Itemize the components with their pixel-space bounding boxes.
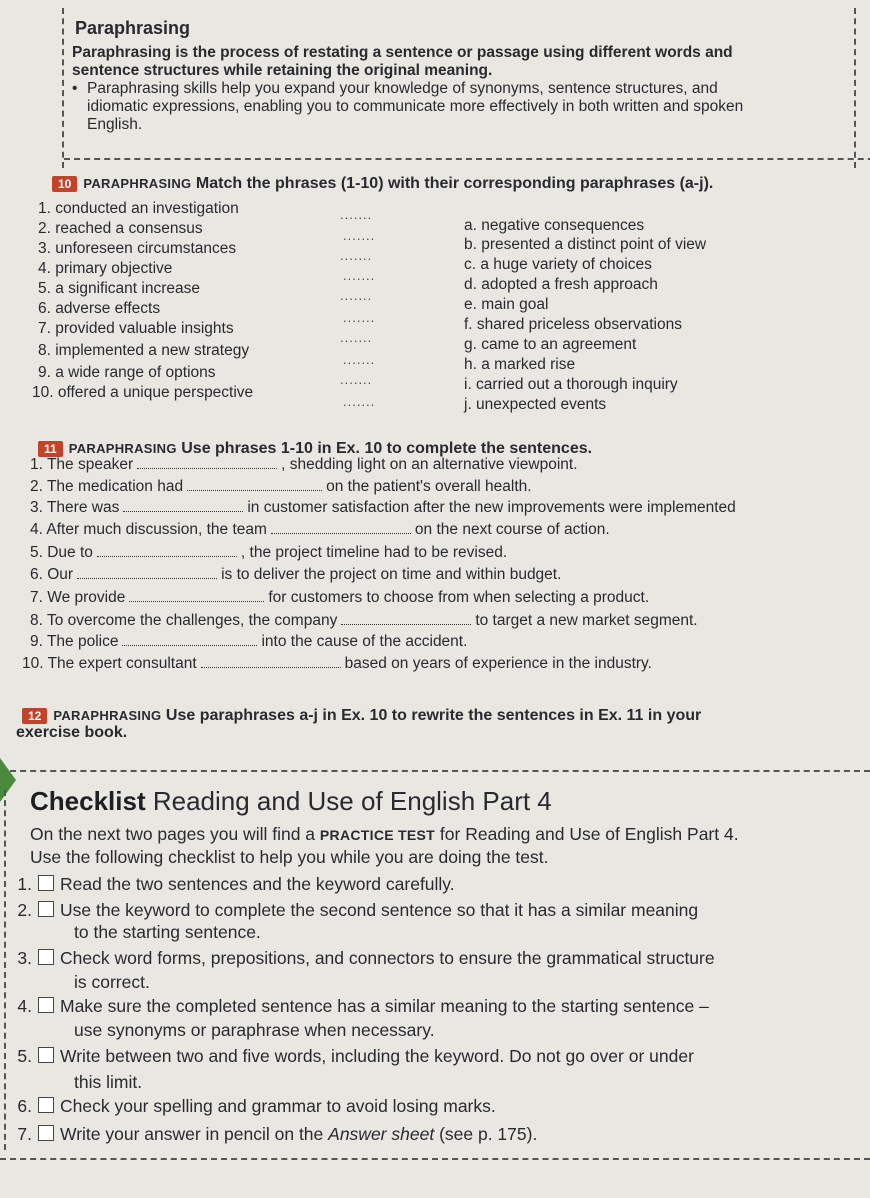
checklist-title [30,786,552,817]
sentence-row [30,499,736,517]
exercise-label: PARAPHRASING [68,441,177,456]
sentence-row [22,655,652,673]
bullet-dot: • [72,80,78,97]
exercise-12-instruction-line-2: exercise book. [16,724,128,741]
checkbox[interactable] [38,1097,54,1113]
checkbox[interactable] [38,1125,54,1141]
item-number: 1. [17,874,32,894]
section-marker [0,758,16,802]
answer-blank[interactable] [201,666,341,668]
answer-blank[interactable]: ....... [340,330,373,345]
checklist-left-border [4,790,6,1150]
practice-test-label: PRACTICE TEST [319,827,436,843]
checklist-item [12,1046,694,1067]
sentence-end: is to deliver the project on time and within budget. [221,566,562,583]
sentence-start: 5. Due to [30,544,93,561]
item-text: Make sure the completed sentence has a similar meaning to the starting sentence – [60,996,709,1016]
answer-blank[interactable]: ....... [343,394,376,409]
sentence-end: for customers to choose from when selecting a product. [268,589,650,606]
answer-blank[interactable] [122,644,257,646]
item-number: 6. [17,1096,32,1116]
sentence-start: 9. The police [30,633,119,650]
answer-blank[interactable] [271,532,411,534]
phrase-item: 6. adverse effects [38,300,161,317]
sentence-end: into the cause of the accident. [261,633,468,650]
checklist-title-bold: Checklist [30,786,146,816]
phrase-item: 8. implemented a new strategy [38,342,250,359]
sentence-row [30,589,649,607]
checklist-item [12,1124,537,1145]
item-text: Check your spelling and grammar to avoid losing marks. [60,1096,496,1116]
checkbox[interactable] [38,997,54,1013]
item-text-continued: to the starting sentence. [74,922,261,942]
sentence-start: 1. The speaker [30,456,134,473]
checklist-title-rest: Reading and Use of English Part 4 [152,786,552,816]
checklist-item [12,1096,496,1117]
sentence-start: 7. We provide [30,589,126,606]
phrase-item: 5. a significant increase [38,280,200,297]
sentence-end: on the next course of action. [414,521,610,538]
bottom-divider [0,1158,870,1160]
phrase-item: 1. conducted an investigation [38,200,239,217]
sentence-end: , the project timeline had to be revised. [240,544,508,561]
paraphrase-item: j. unexpected events [464,396,607,413]
checklist-item [12,948,715,969]
exercise-number-badge: 12 [22,708,47,724]
definition-line-1: Paraphrasing is the process of restating a sentence or passage using different words and [72,44,733,61]
answer-blank[interactable] [77,577,217,579]
exercise-instruction: Use paraphrases a-j in Ex. 10 to rewrite the sentences in Ex. 11 in your [165,707,702,724]
item-text: Write your answer in pencil on the [60,1124,324,1144]
paraphrase-item: b. presented a distinct point of view [464,236,707,253]
sentence-row [30,544,507,562]
sentence-start: 4. After much discussion, the team [30,521,267,538]
exercise-label: PARAPHRASING [83,176,192,191]
item-text: Use the keyword to complete the second sentence so that it has a similar meaning [60,900,699,920]
checklist-intro-line-1 [30,824,739,845]
sentence-start: 10. The expert consultant [22,655,197,672]
exercise-label: PARAPHRASING [53,708,162,723]
sentence-row [30,612,698,630]
item-text-continued: this limit. [74,1072,143,1092]
item-number: 3. [17,948,32,968]
exercise-12-heading [22,707,701,725]
checklist-item [12,900,698,921]
paraphrase-item: a. negative consequences [464,217,645,234]
answer-blank[interactable]: ....... [340,248,373,263]
item-number: 5. [17,1046,32,1066]
item-text: Write between two and five words, including the keyword. Do not go over or under [60,1046,694,1066]
phrase-item: 10. offered a unique perspective [32,384,254,401]
sentence-end: to target a new market segment. [475,612,698,629]
item-text-end: (see p. 175). [439,1124,538,1144]
item-text: Check word forms, prepositions, and connectors to ensure the grammatical structure [60,948,715,968]
paraphrase-item: c. a huge variety of choices [464,256,652,273]
answer-blank[interactable] [341,623,471,625]
checklist-item [12,996,709,1017]
checkbox[interactable] [38,901,54,917]
answer-blank[interactable]: ....... [340,207,373,222]
checklist-intro-line-2: Use the following checklist to help you while you are doing the test. [30,847,549,867]
bullet-line-3: English. [87,116,143,133]
sentence-end: , shedding light on an alternative viewpoint. [281,456,578,473]
answer-blank[interactable] [97,555,237,557]
item-number: 7. [17,1124,32,1144]
answer-blank[interactable] [123,510,243,512]
intro-text: On the next two pages you will find a [30,824,316,844]
answer-blank[interactable]: ....... [343,228,376,243]
phrase-item: 9. a wide range of options [38,364,216,381]
bullet-line-1: Paraphrasing skills help you expand your knowledge of synonyms, sentence structures, and [87,80,718,97]
answer-blank[interactable] [137,467,277,469]
sentence-start: 8. To overcome the challenges, the company [30,612,338,629]
checklist-item [12,874,455,895]
paraphrase-item: f. shared priceless observations [464,316,682,333]
answer-blank[interactable]: ....... [343,310,376,325]
sentence-start: 3. There was [30,499,120,516]
sentence-end: based on years of experience in the industry. [344,655,652,672]
answer-blank[interactable]: ....... [340,288,373,303]
answer-blank[interactable]: ....... [343,268,376,283]
phrase-item: 3. unforeseen circumstances [38,240,237,257]
sentence-start: 6. Our [30,566,74,583]
info-box-title: Paraphrasing [75,18,191,38]
item-text-italic: Answer sheet [328,1124,435,1144]
exercise-instruction: Use phrases 1-10 in Ex. 10 to complete the sentences. [181,440,593,457]
paraphrase-item: d. adopted a fresh approach [464,276,658,293]
answer-blank[interactable] [187,489,322,491]
paraphrase-item: g. came to an agreement [464,336,637,353]
item-text-continued: is correct. [74,972,150,992]
sentence-row [30,633,467,651]
exercise-number-badge: 10 [52,176,77,192]
item-number: 4. [17,996,32,1016]
item-number: 2. [17,900,32,920]
phrase-item: 4. primary objective [38,260,173,277]
exercise-number-badge: 11 [38,441,63,457]
exercise-10-heading [52,175,713,193]
paraphrase-item: e. main goal [464,296,549,313]
sentence-row [30,566,561,584]
sentence-row [30,521,610,539]
sentence-end: in customer satisfaction after the new improvements were implemented [247,499,736,516]
sentence-start: 2. The medication had [30,478,184,495]
checkbox[interactable] [38,949,54,965]
checkbox[interactable] [38,1047,54,1063]
exercise-instruction: Match the phrases (1-10) with their corresponding paraphrases (a-j). [195,175,714,192]
definition-line-2: sentence structures while retaining the original meaning. [72,62,493,79]
item-text-continued: use synonyms or paraphrase when necessary. [74,1020,435,1040]
section-divider [0,770,870,772]
phrase-item: 7. provided valuable insights [38,320,234,337]
phrase-item: 2. reached a consensus [38,220,203,237]
answer-blank[interactable] [129,600,264,602]
paraphrase-item: i. carried out a thorough inquiry [464,376,678,393]
intro-text-end: for Reading and Use of English Part 4. [439,824,739,844]
checkbox[interactable] [38,875,54,891]
bullet-line-2: idiomatic expressions, enabling you to communicate more effectively in both written and spoken [87,98,744,115]
item-text: Read the two sentences and the keyword carefully. [60,874,455,894]
answer-blank[interactable]: ....... [340,372,373,387]
sentence-row [30,478,532,496]
paraphrase-item: h. a marked rise [464,356,576,373]
sentence-row [30,456,578,474]
box-bottom-border [64,158,870,160]
sentence-end: on the patient's overall health. [326,478,532,495]
answer-blank[interactable]: ....... [343,352,376,367]
